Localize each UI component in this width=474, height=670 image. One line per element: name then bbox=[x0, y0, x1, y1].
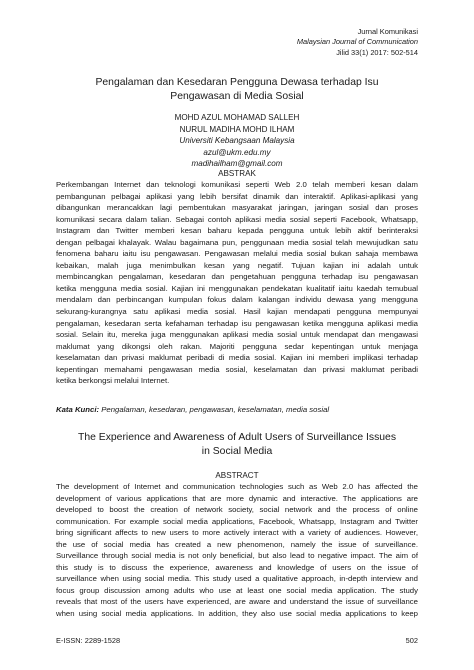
text-line: bring significant affects to new users to more actively interact with a variety of audiences. However, bbox=[56, 528, 418, 538]
page-number: 502 bbox=[405, 636, 418, 645]
title-line: Pengalaman dan Kesedaran Pengguna Dewasa terhadap Isu bbox=[95, 77, 379, 88]
author-block bbox=[70, 112, 404, 170]
text-line: surveillance when using social media. This study used a qualitative approach, in-depth interview and bbox=[56, 574, 418, 584]
abstract-heading: ABSTRACT bbox=[215, 471, 259, 480]
author-email: azul@ukm.edu.my bbox=[203, 147, 271, 157]
text-line: dibangunkan merancakkan lagi pembentukan masyarakat jaringan, jaringan sosial dan proses bbox=[56, 203, 418, 213]
text-line: fenomena baharu iaitu isu pengawasan. Pengawasan melalui media sosial bukan sahaja membawa bbox=[56, 249, 418, 259]
abstract-body bbox=[56, 481, 418, 620]
text-line: kebaikan, malah juga menimbulkan kesan yang negatif. Tujuan kajian ini adalah untuk bbox=[56, 260, 418, 270]
affiliation: Universiti Kebangsaan Malaysia bbox=[179, 136, 295, 146]
text-line: ketika mengguna media sosial. Kajian ini menggunakan pendekatan kualitatif iaitu kaedah temubual bbox=[56, 283, 418, 293]
text-line: komunikasi secara dalam talian. Sebagai contoh aplikasi media sosial seperti Facebook, Whatsapp, bbox=[56, 214, 418, 224]
text-line: Perkembangan Internet dan teknologi komunikasi seperti Web 2.0 telah memberi kesan dalam bbox=[56, 180, 418, 189]
text-line: communication. For example social media applications, Facebook, Whatsapp, Instagram and Twitter bbox=[56, 516, 418, 526]
text-line: Surveillance through social media is not only beneficial, but also lead to negative impact. The aim of bbox=[56, 551, 418, 561]
author-email: madihailham@gmail.com bbox=[191, 159, 283, 169]
text-line: development of various applications that are more dynamic and interactive. The applications are bbox=[56, 493, 418, 503]
keywords-label: Kata Kunci: bbox=[56, 405, 100, 414]
journal-header bbox=[297, 27, 418, 58]
text-line: pengalaman, kesedaran serta kefahaman terhadap isu pengawasan ketika mengguna aplikasi media bbox=[56, 318, 418, 328]
journal-subtitle: Malaysian Journal of Communication bbox=[296, 37, 418, 47]
text-line: mendalam dan perbincangan kumpulan fokus dalam kalangan individu dewasa yang mengguna bbox=[56, 295, 418, 305]
title-line: The Experience and Awareness of Adult Users of Surveillance Issues bbox=[77, 432, 397, 443]
journal-name: Jurnal Komunikasi bbox=[357, 27, 418, 36]
text-line: this study is to discuss the experience, awareness and knowledge of users on the issue of bbox=[56, 562, 418, 572]
text-line: Instagram dan Twitter memberi kesan baharu kepada pengguna untuk lebih aktif berinteraksi bbox=[56, 226, 418, 236]
text-line: developed to boost the creation of network society, social network and the process of online bbox=[56, 505, 418, 515]
title-line: Pengawasan di Media Sosial bbox=[170, 91, 304, 102]
text-line: when using social media applications. In addition, they also use social media applications to keep bbox=[56, 609, 418, 619]
issn: E-ISSN: 2289-1528 bbox=[56, 636, 121, 645]
text-line: dengan pelbagai khalayak. Walau bagaimana pun, penggunaan media sosial telah mewujudkan satu bbox=[56, 237, 418, 247]
text-line: keselamatan dan privasi maklumat peribadi di media sosial. Kajian ini memberi implikasi terhadap bbox=[56, 353, 418, 363]
text-line: kepentingan memahami pengawasan media sosial, keselamatan dan privasi maklumat peribadi bbox=[56, 364, 418, 374]
text-line: maklumat yang dikongsi oleh rakan. Majoriti pengguna sedar kepentingan untuk menjaga bbox=[56, 341, 418, 351]
journal-volume: Jilid 33(1) 2017: 502-514 bbox=[336, 47, 418, 57]
author-name: NURUL MADIHA MOHD ILHAM bbox=[179, 124, 295, 134]
abstrak-body bbox=[56, 179, 418, 387]
keywords bbox=[56, 405, 418, 415]
text-line: The development of Internet and communication technologies such as Web 2.0 has affected the bbox=[56, 482, 418, 491]
text-line: the use of social media has created a new phenomenon, namely the issue of surveillance. bbox=[56, 539, 418, 549]
author-name: MOHD AZUL MOHAMAD SALLEH bbox=[174, 113, 300, 122]
title-line: in Social Media bbox=[201, 446, 273, 457]
text-line: sekurang-kurangnya satu aplikasi media sosial. Hasil kajian mendapati pengguna mempunyai bbox=[56, 307, 418, 317]
article-title-english bbox=[60, 431, 414, 459]
text-line: sosial. Selain itu, mereka juga menggunakan aplikasi media sosial untuk mendapat dan mengawasi bbox=[56, 330, 418, 340]
article-title-malay bbox=[70, 76, 404, 104]
text-line: pembangunan pelbagai aplikasi yang lebih bersifat dinamik dan interaktif. Aplikasi-aplikasi yang bbox=[56, 191, 418, 201]
text-line: ketika berkongsi melalui Internet. bbox=[56, 376, 170, 386]
text-line: membincangkan pengalaman, kesedaran dan pengetahuan pengguna terhadap isu pengawasan bbox=[56, 272, 418, 282]
text-line: reveals that most of the users have experienced, are aware and understand the issue of surveillance bbox=[56, 597, 418, 607]
abstrak-heading: ABSTRAK bbox=[218, 169, 256, 178]
keywords-text: Pengalaman, kesedaran, pengawasan, keselamatan, media sosial bbox=[99, 405, 330, 414]
text-line: focus group discussion among adults who use at least one social media application. The study bbox=[56, 585, 418, 595]
